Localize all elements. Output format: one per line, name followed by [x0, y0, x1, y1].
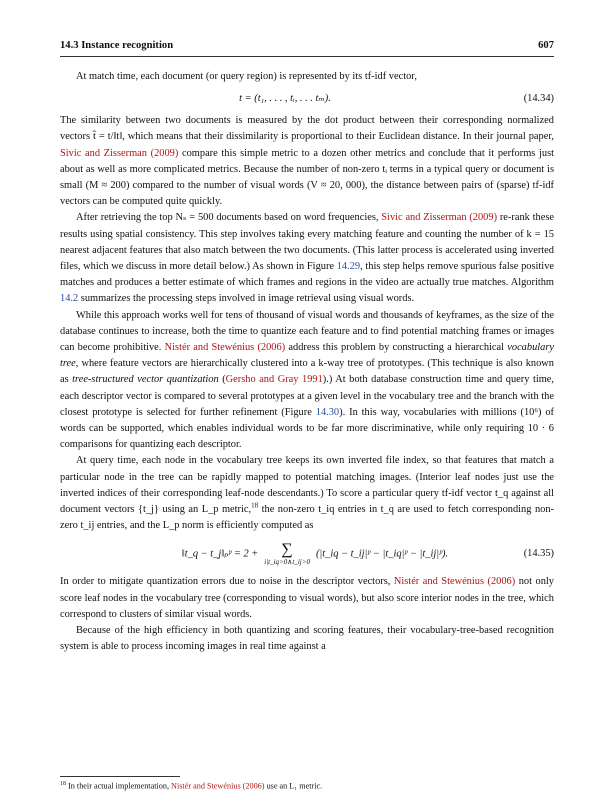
equation-14-34 — [60, 85, 554, 113]
sum-subscript: i|t_iq>0∧t_ij>0 — [264, 558, 310, 567]
paragraph-7: Because of the high efficiency in both quantizing and scoring features, their vocabulary-tree-based recognition system is able to process incoming images in real time against a — [60, 625, 554, 653]
equation-expression: t = (t₁, . . . , tᵢ, . . . tₘ). — [239, 93, 331, 105]
algorithm-reference-link[interactable]: 14.2 — [60, 293, 79, 305]
paragraph-5: At query time, each node in the vocabulary tree keeps its own inverted file index, so that features that match a particular node in the tree can be rapidly mapped to potential matching images. (Interior leaf nodes just use the inverted indices of their corresponding leaf-node descendants.) To score a particular query tf-idf vector t_q against all document vectors {t_j} using an L_p metric,$^{18}$ the non-zero t_iq entries in t_q are used to fetch corresponding non-zero t_ij entries, and the L_p norm is efficiently computed as — [60, 455, 554, 532]
footnote-number: 18 — [60, 781, 66, 787]
citation-link[interactable]: Sivic and Zisserman (2009) — [381, 212, 498, 224]
paragraph-4: While this approach works well for tens of thousand of visual words and thousands of keyframes, as the size of the database continues to increase, both the time to quantize each feature and to find potential matching frames or images can become prohibitive. Nistér and Stewénius (2006) address this problem by constructing a hierarchical vocabulary tree, where feature vectors are hierarchically clustered into a k-way tree of prototypes. (This technique is also known as tree-structured vector quantization (Gersho and Gray 1991).) At both database construction time and query time, each descriptor vector is compared to several prototypes at a given level in the vocabulary tree and the branch with the closest prototype is selected for further refinement (Figure 14.30). In this way, vocabularies with millions (10⁶) of words can be supported, which enables individual words to be far more discriminative, while only requiring 10 · 6 comparisons for quantizing each descriptor. — [60, 309, 555, 451]
equation-number: (14.34) — [523, 93, 554, 105]
citation-link[interactable]: Nistér and Stewénius (2006) — [393, 576, 516, 588]
page-number: 607 — [538, 39, 554, 51]
summation — [264, 542, 310, 566]
figure-reference-link[interactable]: 14.30 — [315, 406, 340, 418]
equation-number: (14.35) — [523, 548, 554, 560]
citation-link[interactable]: Gersho and Gray 1991 — [225, 374, 323, 386]
citation-link[interactable]: Nistér and Stewénius (2006) — [171, 781, 265, 791]
figure-reference-link[interactable]: 14.29 — [336, 261, 361, 273]
footnote-divider — [60, 776, 180, 777]
paragraph-6: In order to mitigate quantization errors due to noise in the descriptor vectors, Nistér and Stewénius (2006) not only score leaf nodes in the vocabulary tree (corresponding to visual words), but also score interior nodes in the tree, which correspond to clusters of similar visual words. — [60, 576, 554, 620]
running-header — [60, 40, 554, 57]
paragraph-2: The similarity between two documents is measured by the dot product between their corresponding normalized vectors t̂ = t/‖t‖, which means that their dissimilarity is proportional to their Euclidean distance. In their journal paper, Sivic and Zisserman (2009) compare this simple metric to a dozen other metrics and conclude that it performs just about as well as more complicated metrics. Because the number of non-zero tᵢ terms in a typical query or document is small (M ≈ 200) compared to the number of visual words (V ≈ 20, 000), the distance between pairs of (sparse) tf-idf vectors can be computed quite quickly. — [60, 115, 555, 208]
footnote-marker[interactable]: 18 — [251, 501, 259, 510]
paragraph-3: After retrieving the top Nₛ = 500 documents based on word frequencies, Sivic and Zisserman (2009) re-rank these results using spatial consistency. This step involves taking every matching feature and counting the number of k = 15 nearest adjacent features that also match between the two documents. (This latter process is accelerated using inverted files, which we discuss in more detail below.) As shown in Figure 14.29, this step helps remove spurious false positive matches and produces a better estimate of which frames and regions in the video are actually true matches. Algorithm 14.2 summarizes the processing steps involved in image retrieval using visual words. — [60, 212, 554, 305]
equation-expression: ‖t_q − t_j‖ₚᵖ = 2 + ∑ i|t_iq>0∧t_ij>0 (|t_iq − t_ij|ᵖ − |t_iq|ᵖ − |t_ij|ᵖ). — [181, 541, 449, 567]
sum-symbol: ∑ — [281, 541, 293, 559]
equation-14-35 — [60, 534, 554, 574]
citation-link[interactable]: Nistér and Stewénius (2006) — [164, 342, 286, 354]
citation-link[interactable]: Sivic and Zisserman (2009) — [60, 147, 179, 159]
page-body — [60, 69, 554, 656]
paragraph-1: At match time, each document (or query region) is represented by its tf-idf vector, — [76, 71, 417, 82]
footnote: $^{18}$ In their actual implementation, Nistér and Stewénius (2006) use an L₁ metric. — [60, 781, 323, 791]
section-title: 14.3 Instance recognition — [60, 39, 174, 51]
term-emphasis: vocabulary tree — [60, 342, 555, 370]
term-emphasis: tree-structured vector quantization — [72, 374, 219, 386]
